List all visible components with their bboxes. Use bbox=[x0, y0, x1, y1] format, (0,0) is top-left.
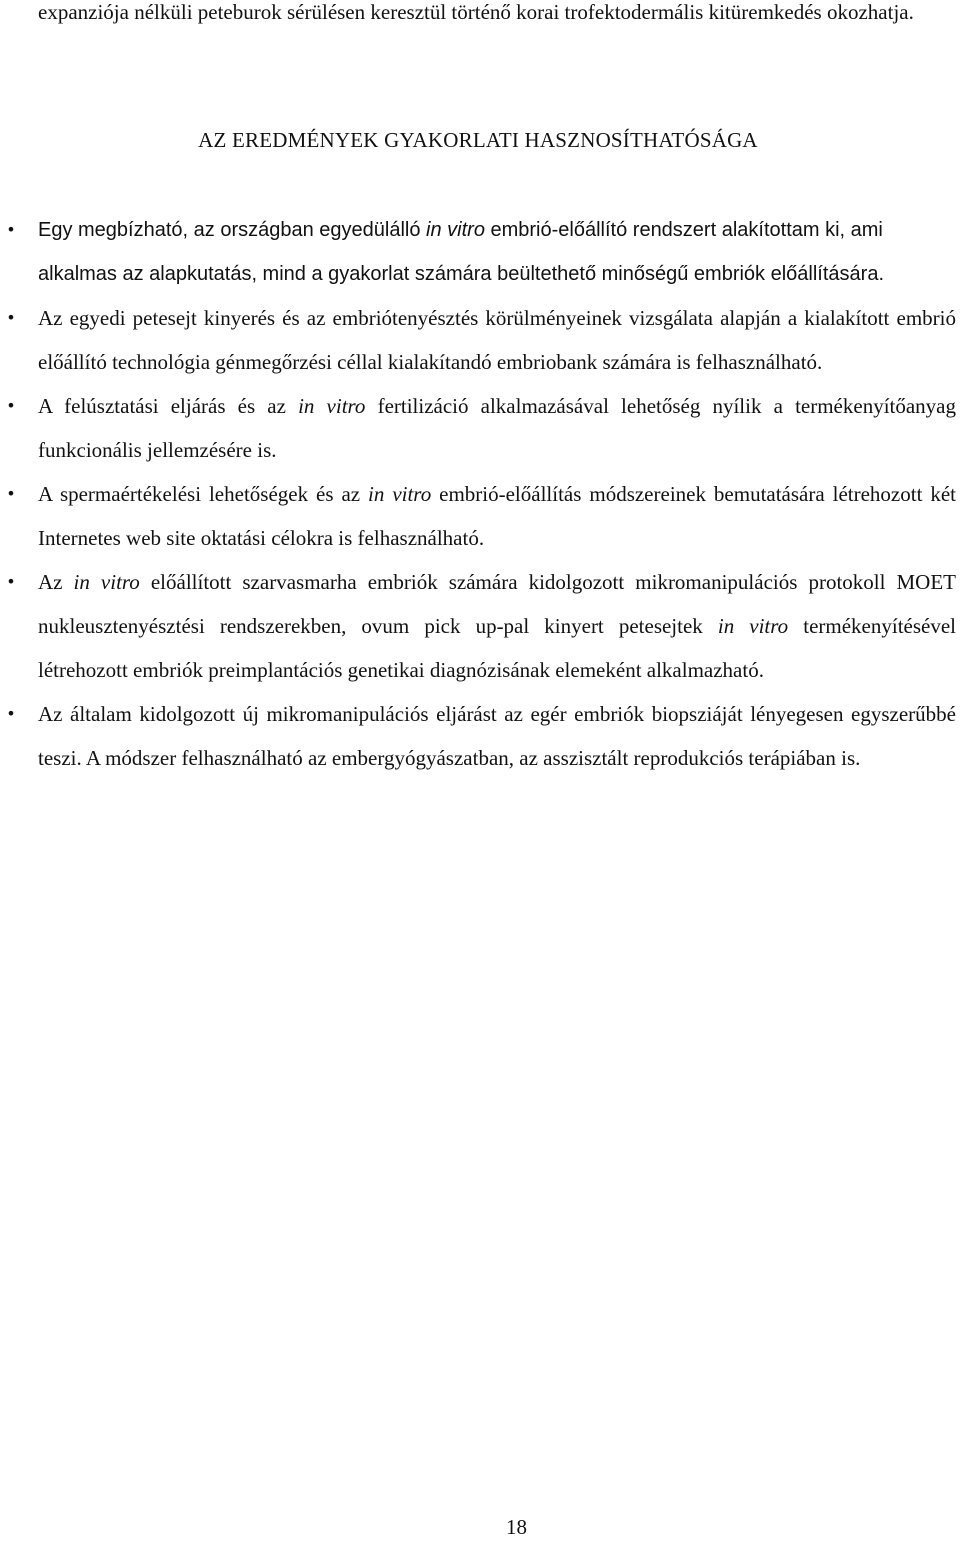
bullet-text-part: embrió-előállító rendszert alakítottam ki, ami alkalmas az alapkutatás, mind a gyakorlat számára beültethető minőségű embriók előállítására. bbox=[38, 219, 884, 285]
bullet-icon: • bbox=[6, 704, 16, 723]
bullet-text-italic: in vitro bbox=[73, 570, 140, 594]
bullet-list bbox=[6, 208, 957, 780]
bullet-text-italic: in vitro bbox=[368, 482, 432, 506]
list-item bbox=[6, 384, 957, 472]
bullet-text bbox=[38, 208, 956, 296]
bullet-text bbox=[38, 472, 956, 560]
list-item bbox=[6, 472, 956, 560]
bullet-icon: • bbox=[6, 572, 16, 591]
bullet-text bbox=[38, 560, 956, 692]
bullet-text-italic: in vitro bbox=[426, 219, 485, 241]
section-heading: AZ EREDMÉNYEK GYAKORLATI HASZNOSÍTHATÓSÁGA bbox=[198, 128, 758, 152]
list-item bbox=[6, 296, 956, 384]
bullet-text: Az egyedi petesejt kinyerés és az embriótenyésztés körülményeinek vizsgálata alapján a kialakított embrió előállító technológia génmegőrzési céllal kialakítandó embriobank számára is felhasználható. bbox=[38, 306, 956, 374]
bullet-text-part: fertilizáció alkalmazásával lehetőség nyílik a termékenyítőanyag funkcionális jellemzésére is. bbox=[38, 394, 957, 462]
list-item bbox=[6, 208, 956, 296]
bullet-text-part: Az bbox=[38, 570, 74, 594]
bullet-text-part: A spermaértékelési lehetőségek és az bbox=[38, 482, 369, 506]
bullet-text-italic: in vitro bbox=[717, 614, 789, 638]
bullet-text bbox=[38, 384, 956, 472]
bullet-text-part: termékenyítésével létrehozott embriók preimplantációs genetikai diagnózisának elemeként alkalmazható. bbox=[38, 614, 957, 682]
list-item bbox=[6, 560, 957, 692]
bullet-text-part: embrió-előállítás módszereinek bemutatására létrehozott két Internetes web site oktatási célokra is felhasználható. bbox=[38, 482, 956, 550]
bullet-icon: • bbox=[6, 308, 16, 327]
list-item bbox=[6, 692, 956, 780]
bullet-text-part: előállított szarvasmarha embriók számára kidolgozott mikromanipulációs protokoll MOET nukleusztenyésztési rendszerekben, ovum pick up-pal kinyert petesejtek bbox=[38, 570, 956, 638]
bullet-text-italic: in vitro bbox=[298, 394, 366, 418]
bullet-icon: • bbox=[6, 484, 16, 503]
bullet-text-part: Egy megbízható, az országban egyedülálló bbox=[38, 219, 427, 241]
bullet-icon: • bbox=[6, 396, 16, 415]
intro-paragraph: expanziója nélküli peteburok sérülésen keresztül történő korai trofektodermális kitüremkedés okozhatja. bbox=[38, 0, 914, 24]
bullet-text-part: A felúsztatási eljárás és az bbox=[38, 394, 299, 418]
page-number: 18 bbox=[506, 1515, 527, 1539]
bullet-icon: • bbox=[6, 220, 16, 239]
bullet-text: Az általam kidolgozott új mikromanipulációs eljárást az egér embriók biopsziáját lényegesen egyszerűbbé teszi. A módszer felhasználható az embergyógyászatban, az asszisztált reprodukciós terápiában is. bbox=[38, 702, 956, 770]
